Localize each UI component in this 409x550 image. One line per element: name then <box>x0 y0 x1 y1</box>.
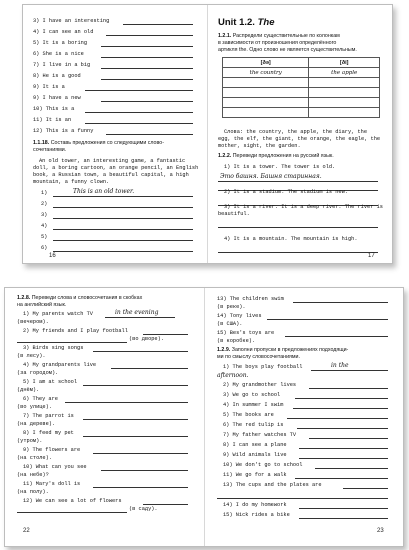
table-cell[interactable] <box>309 108 380 118</box>
list-item: 13) The cups and the plates are <box>223 482 322 488</box>
blank-field[interactable] <box>101 464 188 471</box>
handwritten-answer: Это башня. Башня старинная. <box>220 173 322 180</box>
hint: (утром). <box>17 438 43 444</box>
table-cell[interactable] <box>223 108 309 118</box>
exercise-instruction: Распредели существительные по колонкам <box>232 33 340 39</box>
blank-field[interactable] <box>299 502 388 509</box>
blank-field[interactable] <box>295 392 388 399</box>
table-cell[interactable]: the country <box>223 68 309 78</box>
answer-field[interactable] <box>53 212 193 219</box>
list-item: 8) He is a good <box>33 73 81 79</box>
blank-field[interactable] <box>17 506 127 513</box>
blank-field[interactable] <box>267 313 388 320</box>
list-item: 9) The flowers are <box>23 447 81 453</box>
blank-field[interactable] <box>299 512 388 519</box>
list-item: 8) I feed my pet <box>23 430 74 436</box>
list-item: 11) We go for a walk <box>223 472 287 478</box>
exercise-number: 1.1.18. <box>33 140 50 146</box>
table-cell[interactable] <box>309 78 380 88</box>
exercise-instruction: Переведи предложения на русский язык. <box>232 153 334 159</box>
word-list: book, a Russian town, a beautiful capital, a high <box>33 172 189 178</box>
sentence: 1) It is a tower. The tower is old. <box>224 164 336 170</box>
blank-field[interactable] <box>101 62 193 69</box>
list-item: 15) Nick rides a bike <box>223 512 290 518</box>
hint: (на небе)? <box>17 472 49 478</box>
sentence: 3) It is a river. It is a deep river. The river is <box>224 204 383 210</box>
page-22 <box>5 288 204 546</box>
sentence: 4) It is a mountain. The mountain is high. <box>224 236 358 242</box>
hint: (в лесу). <box>17 353 46 359</box>
handwritten-answer: This is an old tower. <box>73 188 135 195</box>
answer-field[interactable] <box>53 223 193 230</box>
list-item: 15) Bes's toys are <box>217 330 275 336</box>
top-spread <box>22 4 393 264</box>
exercise-heading <box>33 140 164 147</box>
page-number: 17 <box>368 253 375 259</box>
blank-field[interactable] <box>143 328 188 335</box>
blank-field[interactable] <box>85 84 193 91</box>
list-item: 7) The parrot is <box>23 413 74 419</box>
list-item: 12) This is a funny <box>33 128 94 134</box>
hint: (в коробке). <box>217 338 256 344</box>
page-17 <box>208 5 392 263</box>
hint: (в саду). <box>129 506 158 512</box>
hint: (за городом). <box>17 370 59 376</box>
answer-label: 4) <box>41 223 48 229</box>
page-number: 16 <box>49 253 56 259</box>
list-item: 10) This is a <box>33 106 75 112</box>
list-item: 10) What can you see <box>23 464 87 470</box>
answer-field[interactable] <box>218 221 378 228</box>
list-item: 6) They are <box>23 396 58 402</box>
answer-label: 1) <box>41 190 48 196</box>
blank-field[interactable] <box>315 462 388 469</box>
page-number: 23 <box>377 528 384 534</box>
blank-field[interactable] <box>295 472 388 479</box>
exercise-number: 1.2.2. <box>218 153 232 159</box>
word-list: Слова: the country, the apple, the diary, the <box>224 129 368 135</box>
list-item: 2) My grandmother lives <box>223 382 297 388</box>
list-item: 14) Tony lives <box>217 313 262 319</box>
hint: (во улице). <box>17 404 52 410</box>
blank-field[interactable] <box>83 379 188 386</box>
blank-field[interactable] <box>101 51 193 58</box>
list-item: 5) The books are <box>223 412 274 418</box>
blank-field[interactable] <box>299 442 388 449</box>
hint: (днём). <box>17 387 40 393</box>
exercise-instruction: Переведи слова и словосочетания в скобках <box>31 295 143 301</box>
list-item: 4) My grandparents live <box>23 362 97 368</box>
exercise-instruction: ми по смыслу словосочетаниями. <box>217 354 300 360</box>
hint: (вечером). <box>17 319 49 325</box>
page-23 <box>205 288 403 546</box>
sentence: beautiful. <box>218 211 250 217</box>
table-cell[interactable] <box>223 88 309 98</box>
blank-field[interactable] <box>17 336 127 343</box>
blank-field[interactable] <box>343 482 388 489</box>
list-item: 6) The red tulip is <box>223 422 284 428</box>
answer-label: 5) <box>41 234 48 240</box>
word-list: egg, the elf, the giant, the orange, the eagle, the <box>218 136 381 142</box>
blank-field[interactable] <box>106 128 193 135</box>
answer-label: 2) <box>41 201 48 207</box>
exercise-instruction: артикля the. Одно слово не является существительным. <box>218 47 357 53</box>
table-cell[interactable]: the apple <box>309 68 380 78</box>
blank-field[interactable] <box>309 432 388 439</box>
list-item: 3) Birds sing songs <box>23 345 84 351</box>
list-item: 11) It is an <box>33 117 72 123</box>
blank-field[interactable] <box>143 498 188 505</box>
blank-field[interactable] <box>217 492 388 499</box>
blank-field[interactable] <box>309 382 388 389</box>
list-item: 5) I am at school <box>23 379 78 385</box>
list-item: 3) We go to school <box>223 392 281 398</box>
exercise-heading <box>217 347 348 354</box>
list-item: 1) The boys play football <box>223 364 303 370</box>
list-item: 9) I have a new <box>33 95 81 101</box>
exercise-heading <box>17 295 142 302</box>
blank-field[interactable] <box>297 422 388 429</box>
exercise-number: 1.2.8. <box>17 295 31 301</box>
exercise-heading <box>218 33 340 40</box>
blank-field[interactable] <box>311 364 388 371</box>
list-item: 9) Wild animals live <box>223 452 287 458</box>
answer-field[interactable] <box>53 234 193 241</box>
hint: (в США). <box>217 321 243 327</box>
hint: (во дворе). <box>129 336 164 342</box>
blank-field[interactable] <box>106 29 193 36</box>
list-item: 3) I have an interesting <box>33 18 110 24</box>
blank-field[interactable] <box>299 452 388 459</box>
hint: (на полу). <box>17 489 49 495</box>
bottom-spread <box>4 287 404 547</box>
exercise-instruction: на английский язык. <box>17 302 67 308</box>
table-header: [ðə] <box>223 58 309 68</box>
list-item: 11) Mary's doll is <box>23 481 81 487</box>
list-item: 12) We can see a lot of flowers <box>23 498 122 504</box>
handwritten-answer: in the <box>331 362 349 369</box>
answer-label: 6) <box>41 245 48 251</box>
list-item: 13) The children swim <box>217 296 284 302</box>
sentence: 2) It is a stadium. The stadium is new. <box>224 189 348 195</box>
list-item: 6) She is a nice <box>33 51 84 57</box>
hint: (на дереве). <box>17 421 56 427</box>
table-cell[interactable] <box>223 98 309 108</box>
hint: (в реке). <box>217 304 246 310</box>
blank-field[interactable] <box>101 73 193 80</box>
blank-field[interactable] <box>123 18 193 25</box>
hint: (на столе). <box>17 455 52 461</box>
blank-field[interactable] <box>93 345 188 352</box>
page-number: 22 <box>23 528 30 534</box>
blank-field[interactable] <box>83 430 188 437</box>
handwritten-answer: in the evening <box>115 309 159 316</box>
list-item: 7) I live in a big <box>33 62 91 68</box>
table-cell[interactable] <box>223 78 309 88</box>
list-item: 5) It is a boring <box>33 40 88 46</box>
unit-title <box>218 17 274 28</box>
list-item: 4) In summer I swim <box>223 402 284 408</box>
blank-field[interactable] <box>287 412 388 419</box>
blank-field[interactable] <box>65 396 188 403</box>
unit-number: Unit 1.2. <box>218 17 255 28</box>
word-list: mountain, a funny clown. <box>33 179 110 185</box>
list-item: 7) My father watches TV <box>223 432 297 438</box>
blank-field[interactable] <box>93 447 188 454</box>
word-list: mother, sight, the garden. <box>218 143 301 149</box>
page-16 <box>23 5 207 263</box>
blank-field[interactable] <box>293 296 388 303</box>
exercise-instruction: сочетаниями. <box>33 147 67 153</box>
answer-field[interactable] <box>53 245 193 252</box>
list-item: 2) My friends and I play football <box>23 328 128 334</box>
table-cell[interactable] <box>309 98 380 108</box>
blank-field[interactable] <box>83 413 188 420</box>
answer-label: 3) <box>41 212 48 218</box>
blank-field[interactable] <box>293 402 388 409</box>
blank-field[interactable] <box>93 481 188 488</box>
table-header: [ði] <box>309 58 380 68</box>
exercise-instruction: Составь предложения со следующими слово- <box>50 140 164 146</box>
blank-field[interactable] <box>101 95 193 102</box>
blank-field[interactable] <box>101 40 193 47</box>
exercise-instruction: Заполни пропуски в предложениях подходящи- <box>231 347 349 353</box>
list-item: 14) I do my homework <box>223 502 287 508</box>
answer-field[interactable] <box>53 201 193 208</box>
blank-field[interactable] <box>85 106 193 113</box>
word-list: An old tower, an interesting game, a fantastic <box>39 158 186 164</box>
exercise-instruction: в зависимости от произношения определённого <box>218 40 337 46</box>
handwritten-answer: afternoon. <box>217 372 249 379</box>
list-item: 9) It is a <box>33 84 65 90</box>
blank-field[interactable] <box>85 117 193 124</box>
sort-table <box>222 57 380 118</box>
answer-field[interactable] <box>218 246 378 253</box>
list-item: 8) I can see a plane <box>223 442 287 448</box>
word-list: doll, a boring cartoon, an orange pencil, an English <box>33 165 199 171</box>
list-item: 4) I can see an old <box>33 29 94 35</box>
exercise-number: 1.2.1. <box>218 33 232 39</box>
list-item: 10) We don't go to school <box>223 462 303 468</box>
unit-topic: The <box>257 17 275 28</box>
blank-field[interactable] <box>285 330 388 337</box>
list-item: 1) My parents watch TV <box>23 311 93 317</box>
exercise-number: 1.2.9. <box>217 347 231 353</box>
exercise-heading <box>218 153 334 160</box>
blank-field[interactable] <box>111 362 188 369</box>
table-cell[interactable] <box>309 88 380 98</box>
